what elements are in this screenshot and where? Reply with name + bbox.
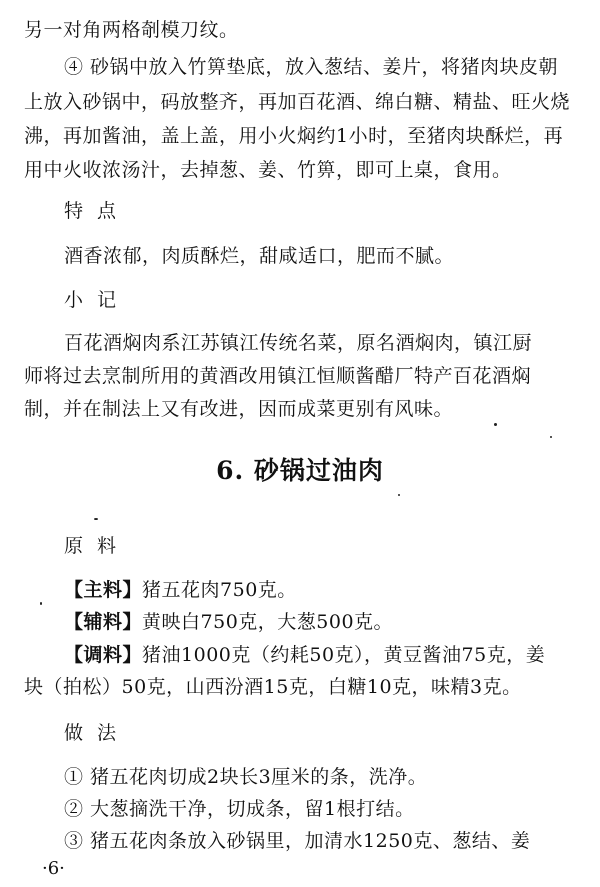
section-heading-ingredients: 原料 bbox=[64, 535, 131, 557]
notes-line: 制，并在制法上又有改进，因而成菜更别有风味。 bbox=[24, 398, 454, 420]
text-line: 上放入砂锅中，码放整齐，再加百花酒、绵白糖、精盐、旺火烧 bbox=[24, 91, 571, 113]
ingredient-seasoning-tag: 【调料】 bbox=[64, 644, 143, 666]
section-heading-features: 特点 bbox=[64, 200, 131, 222]
ingredient-aux bbox=[64, 610, 393, 634]
method-step: ③ 猪五花肉条放入砂锅里，加清水1250克、葱结、姜 bbox=[64, 830, 531, 852]
ingredient-aux-text: 黄映白750克，大葱500克。 bbox=[142, 611, 394, 633]
ingredient-main-tag: 【主料】 bbox=[64, 579, 143, 601]
ingredient-main-text: 猪五花肉750克。 bbox=[142, 579, 297, 601]
scan-speck bbox=[40, 602, 42, 605]
text-line: 另一对角两格剞模刀纹。 bbox=[24, 19, 239, 41]
method-step: ① 猪五花肉切成2块长3厘米的条，洗净。 bbox=[64, 766, 428, 788]
page-number: ·6· bbox=[42, 858, 65, 879]
ingredient-aux-tag: 【辅料】 bbox=[64, 611, 143, 633]
ingredient-seasoning-cont: 块（拍松）50克，山西汾酒15克，白糖10克，味精3克。 bbox=[24, 676, 522, 698]
ingredient-seasoning-text: 猪油1000克（约耗50克），黄豆酱油75克，姜 bbox=[142, 644, 546, 666]
scan-speck bbox=[398, 494, 400, 496]
section-heading-notes: 小记 bbox=[64, 289, 131, 311]
features-text: 酒香浓郁，肉质酥烂，甜咸适口，肥而不腻。 bbox=[64, 245, 455, 267]
scan-speck bbox=[94, 518, 98, 520]
ingredient-main bbox=[64, 578, 297, 602]
notes-line: 师将过去烹制所用的黄酒改用镇江恒顺酱醋厂特产百花酒焖 bbox=[24, 365, 532, 387]
text-line: ④ 砂锅中放入竹箅垫底，放入葱结、姜片，将猪肉块皮朝 bbox=[64, 56, 559, 78]
scan-speck bbox=[494, 423, 497, 426]
section-heading-method: 做法 bbox=[64, 722, 131, 744]
notes-line: 百花酒焖肉系江苏镇江传统名菜，原名酒焖肉，镇江厨 bbox=[64, 332, 533, 354]
scan-speck bbox=[550, 436, 552, 438]
text-line: 沸，再加酱油，盖上盖，用小火焖约1小时，至猪肉块酥烂，再 bbox=[24, 125, 564, 147]
ingredient-seasoning bbox=[64, 643, 545, 667]
text-line: 用中火收浓汤汁，去掉葱、姜、竹箅，即可上桌，食用。 bbox=[24, 159, 512, 181]
method-step: ② 大葱摘洗干净，切成条，留1根打结。 bbox=[64, 798, 415, 820]
recipe-title: 6. 砂锅过油肉 bbox=[216, 456, 384, 485]
